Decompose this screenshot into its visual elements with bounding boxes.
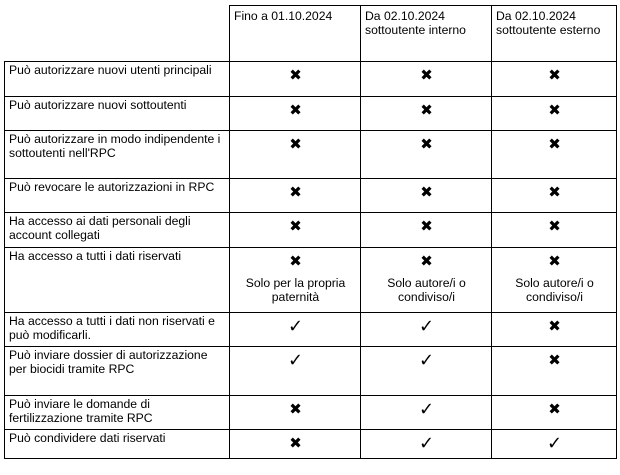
cross-mark-icon: ✖ [548,317,561,335]
cross-mark-icon: ✖ [289,217,302,235]
row-label-ha-accesso-a-tutti-i-dati-riservati: Ha accesso a tutti i dati riservati [5,248,230,313]
cross-mark-icon: ✖ [548,135,561,153]
permission-cell-col1 [230,131,361,179]
permission-cell-col3 [492,313,617,347]
row-label-puo-autorizzare-in-modo-indipendente-i-s: Può autorizzare in modo indipendente i sottoutenti nell'RPC [5,131,230,179]
permission-cell-col2 [361,347,492,396]
cross-mark-icon: ✖ [289,183,302,201]
row-label-puo-revocare-le-autorizzazioni-in-rpc: Può revocare le autorizzazioni in RPC [5,179,230,213]
cross-mark-icon: ✖ [289,135,302,153]
check-mark-icon: ✓ [418,433,435,454]
cross-mark-icon: ✖ [548,183,561,201]
cross-mark-icon: ✖ [420,135,433,153]
permission-cell-col2 [361,97,492,131]
cross-mark-icon: ✖ [548,252,561,270]
permission-cell-col3 [492,62,617,97]
cross-mark-icon: ✖ [548,101,561,119]
row-label-puo-inviare-le-domande-di-fertilizzazion: Può inviare le domande di fertilizzazione tramite RPC [5,396,230,430]
cross-mark-icon: ✖ [548,351,561,369]
empty-corner-cell [5,6,230,62]
permission-cell-col3 [492,179,617,213]
permission-cell-col1 [230,430,361,459]
permission-cell-col1 [230,97,361,131]
table-row [5,97,617,131]
table-row [5,131,617,179]
cell-note: Solo autore/i o condiviso/i [515,276,594,304]
table-row [5,396,617,430]
check-mark-icon: ✓ [418,399,435,420]
check-mark-icon: ✓ [418,350,435,371]
cross-mark-icon: ✖ [289,400,302,418]
table-row [5,430,617,459]
cross-mark-icon: ✖ [420,66,433,84]
table-row [5,248,617,313]
cross-mark-icon: ✖ [548,400,561,418]
table-row [5,213,617,248]
permission-cell-col3 [492,396,617,430]
cross-mark-icon: ✖ [420,252,433,270]
permission-cell-col1 [230,62,361,97]
row-label-ha-accesso-ai-dati-personali-degli-accou: Ha accesso ai dati personali degli account collegati [5,213,230,248]
cell-note: Solo per la propria paternità [245,276,346,304]
permission-cell-col2 [361,131,492,179]
cross-mark-icon: ✖ [548,66,561,84]
row-label-puo-condividere-dati-riservati: Può condividere dati riservati [5,430,230,459]
cross-mark-icon: ✖ [420,101,433,119]
cross-mark-icon: ✖ [289,434,302,452]
cross-mark-icon: ✖ [420,183,433,201]
permission-cell-col3 [492,430,617,459]
check-mark-icon: ✓ [546,433,563,454]
permission-cell-col3 [492,97,617,131]
permission-cell-col1 [230,248,361,313]
header-external-subuser: Da 02.10.2024 sottoutente esterno [492,6,617,62]
permission-cell-col2 [361,248,492,313]
check-mark-icon: ✓ [418,316,435,337]
cell-note: Solo autore/i o condiviso/i [387,276,466,304]
permission-cell-col1 [230,347,361,396]
permission-cell-col2 [361,213,492,248]
permission-cell-col2 [361,62,492,97]
permission-cell-col3 [492,131,617,179]
row-label-puo-autorizzare-nuovi-sottoutenti: Può autorizzare nuovi sottoutenti [5,97,230,131]
header-internal-subuser: Da 02.10.2024 sottoutente interno [361,6,492,62]
cross-mark-icon: ✖ [548,217,561,235]
row-label-puo-autorizzare-nuovi-utenti-principali: Può autorizzare nuovi utenti principali [5,62,230,97]
table-row [5,347,617,396]
row-label-puo-inviare-dossier-di-autorizzazione-pe: Può inviare dossier di autorizzazione per biocidi tramite RPC [5,347,230,396]
table-row [5,313,617,347]
cross-mark-icon: ✖ [420,217,433,235]
permissions-table [4,5,617,459]
permission-cell-col1 [230,213,361,248]
permission-cell-col3 [492,347,617,396]
row-label-ha-accesso-a-tutti-i-dati-non-riservati-: Ha accesso a tutti i dati non riservati e può modificarli. [5,313,230,347]
check-mark-icon: ✓ [287,316,304,337]
table-row [5,179,617,213]
permission-cell-col2 [361,396,492,430]
permission-cell-col1 [230,396,361,430]
cross-mark-icon: ✖ [289,66,302,84]
check-mark-icon: ✓ [287,350,304,371]
table-row [5,62,617,97]
header-until-01-10-2024: Fino a 01.10.2024 [230,6,361,62]
permission-cell-col2 [361,430,492,459]
permission-cell-col1 [230,313,361,347]
cross-mark-icon: ✖ [289,101,302,119]
cross-mark-icon: ✖ [289,252,302,270]
header-row [5,6,617,62]
permission-cell-col1 [230,179,361,213]
permission-cell-col2 [361,313,492,347]
permission-cell-col2 [361,179,492,213]
permission-cell-col3 [492,213,617,248]
permission-cell-col3 [492,248,617,313]
